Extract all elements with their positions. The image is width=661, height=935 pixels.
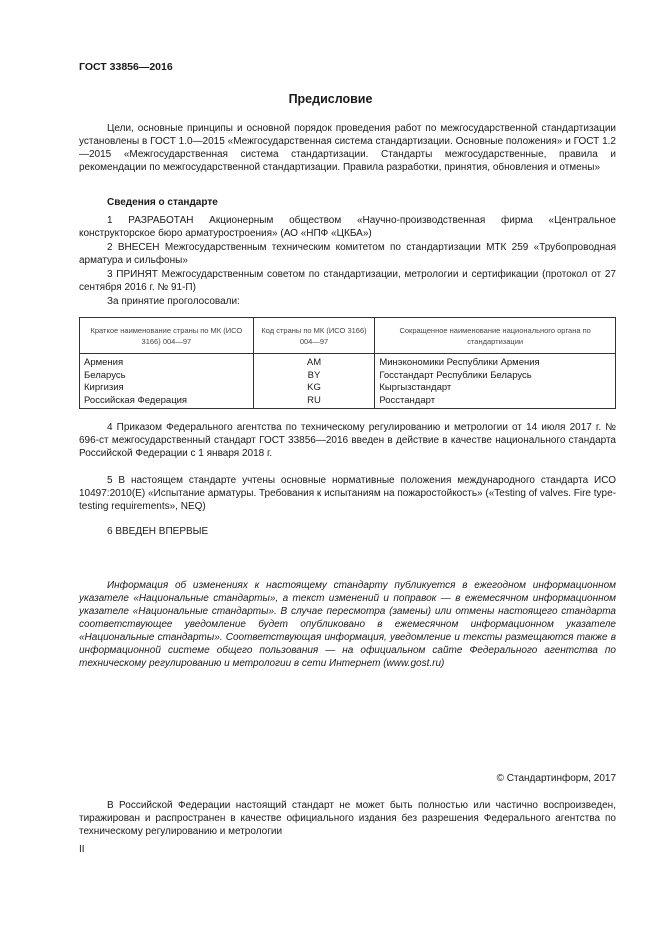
- table-row: [80, 395, 616, 409]
- item-order: 4 Приказом Федерального агентства по техническому регулированию и метрологии от 14 июля 2017 г. № 696-ст межгосударственный стандарт ГОСТ 33856—2016 введен в действие в качестве национального стандарта Российской Федерации с 1 января 2018 г.: [79, 422, 616, 459]
- authority-cell: Кыргызстандарт: [375, 382, 616, 395]
- page-number: II: [79, 844, 85, 855]
- column-header-code: Код страны по МК (ИСО 3166) 004—97: [253, 318, 375, 354]
- copyright: © Стандартинформ, 2017: [496, 773, 616, 784]
- item-adopted: 3 ПРИНЯТ Межгосударственным советом по стандартизации, метрологии и сертификации (протокол от 27 сентября 2016 г. № 91-П): [79, 269, 616, 293]
- authority-cell: Госстандарт Республики Беларусь: [375, 370, 616, 383]
- column-header-country: Краткое наименование страны по МК (ИСО 3166) 004—97: [80, 318, 254, 354]
- table-header-row: [80, 318, 616, 354]
- code-cell: RU: [253, 395, 375, 409]
- code-cell: KG: [253, 382, 375, 395]
- country-cell: Беларусь: [80, 370, 254, 383]
- table-row: [80, 354, 616, 370]
- reproduction-notice: В Российской Федерации настоящий стандарт не может быть полностью или частично воспроизведен, тиражирован и распространен в качестве официального издания без разрешения Федерального агентства по техническому регулированию и метрологии: [79, 800, 616, 837]
- item-iso: 5 В настоящем стандарте учтены основные нормативные положения международного стандарта ИСО 10497:2010(E) «Испытание арматуры. Требования к испытаниям на пожаростойкость» («Testing of valves. Fire type-testing requirements», NEQ): [79, 475, 616, 512]
- voting-table: [79, 317, 616, 409]
- document-code: ГОСТ 33856—2016: [79, 61, 173, 73]
- country-cell: Российская Федерация: [80, 395, 254, 409]
- country-cell: Армения: [80, 354, 254, 370]
- info-notice: Информация об изменениях к настоящему стандарту публикуется в ежегодном информационном указателе «Национальные стандарты», а текст изменений и поправок — в ежемесячном информационном указателе «Национальные стандарты». В случае пересмотра (замены) или отмены настоящего стандарта соответствующее уведомление будет опубликовано в ежемесячном информационном указателе «Национальные стандарты». Соответствующая информация, уведомление и тексты размещаются также в информационной системе общего пользования — на официальном сайте Федерального агентства по техническому регулированию и метрологии в сети Интернет (www.gost.ru): [79, 580, 616, 669]
- code-cell: AM: [253, 354, 375, 370]
- table-row: [80, 370, 616, 383]
- item-developed: 1 РАЗРАБОТАН Акционерным обществом «Научно-производственная фирма «Центральное конструкторское бюро арматуростроения» (АО «НПФ «ЦКБА»): [79, 215, 616, 239]
- voted-label: За принятие проголосовали:: [107, 296, 240, 307]
- code-cell: BY: [253, 370, 375, 383]
- item-submitted: 2 ВНЕСЕН Межгосударственным техническим комитетом по стандартизации МТК 259 «Трубопроводная арматура и сильфоны»: [79, 242, 616, 266]
- item-first: 6 ВВЕДЕН ВПЕРВЫЕ: [107, 526, 209, 537]
- authority-cell: Минэкономики Республики Армения: [375, 354, 616, 370]
- authority-cell: Росстандарт: [375, 395, 616, 409]
- page-title: Предисловие: [288, 92, 373, 106]
- table-row: [80, 382, 616, 395]
- column-header-authority: Сокращенное наименование национального органа по стандартизации: [375, 318, 616, 354]
- country-cell: Киргизия: [80, 382, 254, 395]
- section-heading: Сведения о стандарте: [107, 197, 218, 208]
- intro-paragraph: Цели, основные принципы и основной порядок проведения работ по межгосударственной стандартизации установлены в ГОСТ 1.0—2015 «Межгосударственная система стандартизации. Основные положения» и ГОСТ 1.2—2015 «Межгосударственная система стандартизации. Стандарты межгосударственные, правила и рекомендации по межгосударственной стандартизации. Правила разработки, принятия, обновления и отмены»: [79, 123, 616, 173]
